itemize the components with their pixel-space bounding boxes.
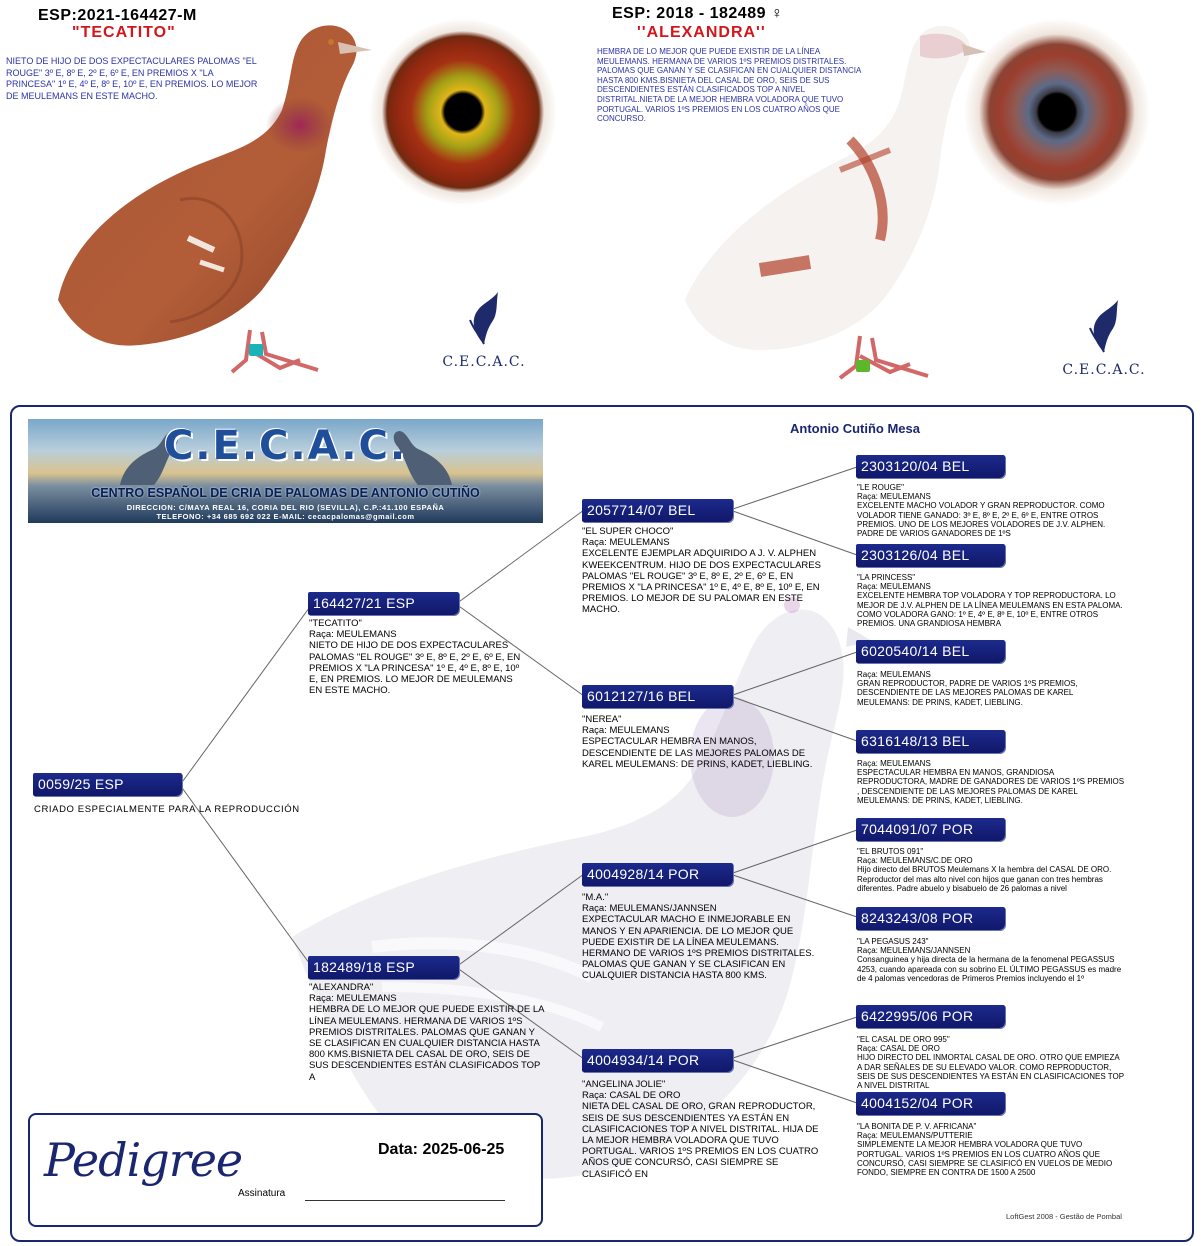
- ddd-name: "LA BONITA DE P. V. AFRICANA": [857, 1122, 977, 1131]
- dsd-ring-badge: 8243243/08 POR: [856, 907, 1005, 930]
- dds-info: [857, 1035, 1125, 1090]
- pigeon-photo-right: [590, 0, 1010, 398]
- sd-info: [582, 714, 822, 770]
- dd-race: Raça: CASAL DE ORO: [582, 1090, 681, 1102]
- pedigree-footer-box: [28, 1113, 543, 1227]
- ss-info: [582, 526, 822, 616]
- subject-ring-badge: 0059/25 ESP: [33, 773, 182, 796]
- sdd-description: ESPECTACULAR HEMBRA EN MANOS, GRANDIOSA REPRODUCTORA, MADRE DE GANADORES DE VARIOS 1ºS PREMIOS , DESCENDIENTE DE LAS MEJORES PALOMAS DE KAREL MEULEMANS: DE PRINS, KADET, LIEBLING.: [857, 768, 1125, 805]
- logo-text-left: C.E.C.A.C.: [442, 354, 526, 370]
- photo-panel-left: [0, 0, 590, 398]
- dd-ring-badge: 4004934/14 POR: [582, 1049, 733, 1072]
- signature-line[interactable]: [305, 1199, 505, 1201]
- dds-ring-badge: 6422995/06 POR: [856, 1005, 1005, 1028]
- sds-race: Raça: MEULEMANS: [857, 670, 931, 679]
- ds-race: Raça: MEULEMANS/JANNSEN: [582, 903, 717, 915]
- sdd-ring-badge: 6316148/13 BEL: [856, 730, 1005, 753]
- sss-race: Raça: MEULEMANS: [857, 492, 931, 502]
- sdd-info: [857, 759, 1125, 805]
- dss-name: "EL BRUTOS 091": [857, 847, 924, 856]
- banner-title: C.E.C.A.C.: [163, 423, 408, 469]
- logo-text-right: C.E.C.A.C.: [1062, 362, 1146, 378]
- sd-ring-badge: 6012127/16 BEL: [582, 685, 733, 708]
- eye-photo-right: [965, 20, 1149, 204]
- sd-name: "NEREA": [582, 714, 622, 725]
- dds-name: "EL CASAL DE ORO 995": [857, 1035, 950, 1044]
- subject-description: CRIADO ESPECIALMENTE PARA LA REPRODUCCIÓN: [34, 804, 300, 815]
- sd-race: Raça: MEULEMANS: [582, 725, 670, 737]
- ds-ring-badge: 4004928/14 POR: [582, 863, 733, 886]
- dd-name: "ANGELINA JOLIE": [582, 1079, 666, 1090]
- sire-name: "TECATITO": [309, 618, 362, 629]
- pedigree-frame: [10, 405, 1194, 1242]
- dss-info: [857, 847, 1125, 893]
- ddd-info: [857, 1122, 1125, 1177]
- sss-info: [857, 483, 1125, 538]
- ds-info: [582, 892, 822, 982]
- sd-description: ESPECTACULAR HEMBRA EN MANOS, DESCENDIENTE DE LAS MEJORES PALOMAS DE KAREL MEULEMANS: DE PRINS, KADET, LIEBLING.: [582, 736, 813, 770]
- dsd-name: "LA PEGASUS 243": [857, 937, 929, 946]
- cecac-banner: [28, 419, 543, 523]
- dss-race: Raça: MEULEMANS/C.DE ORO: [857, 856, 973, 866]
- ring-id-left: ESP:2021-164427-M: [38, 7, 197, 24]
- dam-info: [309, 982, 545, 1083]
- banner-address: DIRECCION: C/MAYA REAL 16, CORIA DEL RIO (SEVILLA), C.P.:41.100 ESPAÑA: [126, 503, 445, 512]
- ds-description: EXPECTACULAR MACHO E INMEJORABLE EN MANOS Y EN APARIENCIA. DE LO MEJOR QUE PUEDE EXISTIR DE LA LÍNEA MEULEMANS. HERMANO DE VARIOS 1ºS PREMIOS DISTRITALES. PALOMAS QUE GANAN Y SE CLASIFICAN EN CUALQUIER DISTANCIA HASTA 800 KMS.: [582, 914, 815, 982]
- sss-ring-badge: 2303120/04 BEL: [856, 455, 1005, 478]
- ssd-name: "LA PRINCESS": [857, 573, 916, 582]
- ddd-race: Raça: MEULEMANS/PUTTERIE: [857, 1131, 973, 1141]
- sss-name: "LE ROUGE": [857, 483, 905, 492]
- ddd-description: SIMPLEMENTE LA MEJOR HEMBRA VOLADORA QUE TUVO PORTUGAL. VARIOS 1ºS PREMIOS EN LOS CUATRO AÑOS QUE CONCURSÓ, CASI SIEMPRE SE CLASIFICÓ EN VUELOS DE MEDIO FONDO, SIEMPRE EN CONTRA DE 1500 A 2500: [857, 1140, 1113, 1178]
- sds-description: GRAN REPRODUCTOR, PADRE DE VARIOS 1ºS PREMIOS, DESCENDIENTE DE LAS MEJORES PALOMAS DE KAREL MEULEMANS: DE PRINS, KADET, LIEBLING.: [857, 679, 1078, 707]
- dove-icon: [464, 290, 504, 346]
- dam-name: "ALEXANDRA": [309, 982, 374, 993]
- sire-ring-badge: 164427/21 ESP: [308, 592, 459, 615]
- dsd-race: Raça: MEULEMANS/JANNSEN: [857, 946, 971, 956]
- dam-description: HEMBRA DE LO MEJOR QUE PUEDE EXISTIR DE LA LÍNEA MEULEMANS. HERMANA DE VARIOS 1ºS PREMIOS DISTRITALES. PALOMAS QUE GANAN Y SE CLASIFICAN EN CUALQUIER DISTANCIA HASTA 800 KMS.BISNIETA DEL CASAL DE ORO, SEIS DE SUS DESCENDIENTES ESTÁN CLASIFICADOS TOP A: [309, 1004, 544, 1083]
- software-credits: LoftGest 2008 - Gestão de Pombal: [1006, 1212, 1122, 1221]
- ssd-race: Raça: MEULEMANS: [857, 582, 931, 592]
- dss-ring-badge: 7044091/07 POR: [856, 818, 1005, 841]
- pedigree-date: Data: 2025-06-25: [378, 1141, 505, 1158]
- bird-name-right: ''ALEXANDRA'': [637, 24, 766, 41]
- banner-subtitle: CENTRO ESPAÑOL DE CRIA DE PALOMAS DE ANTONIO CUTIÑO: [91, 486, 480, 500]
- ss-race: Raça: MEULEMANS: [582, 537, 670, 549]
- sds-ring-badge: 6020540/14 BEL: [856, 640, 1005, 663]
- owner-name: Antonio Cutiño Mesa: [790, 421, 920, 436]
- description-left: NIETO DE HIJO DE DOS EXPECTACULARES PALOMAS "EL ROUGE" 3º E, 8º E, 2º E, 6º E, EN PREMIOS X "LA PRINCESA" 1º E, 4º E, 8º E, 10º E, EN PREMIOS. LO MEJOR DE MEULEMANS EN ESTE MACHO.: [6, 56, 258, 101]
- ss-description: EXCELENTE EJEMPLAR ADQUIRIDO A J. V. ALPHEN KWEEKCENTRUM. HIJO DE DOS EXPECTACULARES PALOMAS "EL ROUGE" 3º E, 8º E, 2º E, 6º E, EN PREMIOS X "LA PRINCESA" 1º E, 4º E, 8º E, 10º E, EN PREMIOS. LO MEJOR DE SU PALOMAR EN ESTE MACHO.: [582, 548, 821, 616]
- bird-name-left: "TECATITO": [72, 24, 176, 41]
- pedigree-script-title: Pedigree: [44, 1133, 243, 1187]
- ddd-ring-badge: 4004152/04 POR: [856, 1092, 1005, 1115]
- cecac-logo-left: [438, 290, 530, 370]
- dam-ring-badge: 182489/18 ESP: [308, 956, 459, 979]
- photo-panel-right: [590, 0, 1204, 398]
- sds-info: [857, 670, 1125, 707]
- dds-description: HIJO DIRECTO DEL INMORTAL CASAL DE ORO. OTRO QUE EMPIEZA A DAR SEÑALES DE SU ELEVADO VALOR. COMO REPRODUCTOR, SEIS DE SUS DESCENDIENTES YA ESTÁN EN CLASIFICACIONES TOP A NIVEL DISTRITAL: [857, 1053, 1124, 1091]
- banner-contact: TELEFONO: +34 685 692 022 E-MAIL: cecacpalomas@gmail.com: [156, 512, 415, 521]
- ss-ring-badge: 2057714/07 BEL: [582, 499, 733, 522]
- sdd-race: Raça: MEULEMANS: [857, 759, 931, 768]
- dam-race: Raça: MEULEMANS: [309, 993, 397, 1005]
- dove-icon: [1084, 298, 1124, 354]
- dss-description: Hijo directo del BRUTOS Meulemans X la hembra del CASAL DE ORO. Reproductor del mas alto nivel con hijos que ganan con tres hembras diferentes. Padre abuelo y bisabuelo de 26 palomas a nivel: [857, 865, 1112, 893]
- ring-id-right: ESP: 2018 - 182489 ♀: [612, 5, 784, 22]
- signature-label: Assinatura: [238, 1188, 286, 1199]
- ds-name: "M.A.": [582, 892, 609, 903]
- dsd-description: Consanguinea y hija directa de la hermana de la fenomenal PEGASSUS 4253, cuando apareada con su sobrino EL ÚLTIMO PEGASSUS es madre de 4 palomas vencedoras de Primeros Premios incluyendo el 1º: [857, 955, 1122, 983]
- dd-description: NIETA DEL CASAL DE ORO, GRAN REPRODUCTOR, SEIS DE SUS DESCENDIENTES YA ESTÁN EN CLASIFICACIONES TOP A NIVEL DISTRITAL. HIJA DE LA MEJOR HEMBRA VOLADORA QUE TUVO PORTUGAL. VARIOS 1ºS PREMIOS EN LOS CUATRO AÑOS QUE CONCURSÓ, CASI SIEMPRE SE CLASIFICÓ EN: [582, 1101, 819, 1180]
- sss-description: EXCELENTE MACHO VOLADOR Y GRAN REPRODUCTOR. COMO VOLADOR TIENE GANADO: 3º E, 8º E, 2º E, 6º E, ENTRE OTROS PREMIOS. UNO DE LOS MEJORES VOLADORES DE J.V. ALPHEN. PADRE DE VARIOS GANADORES DE 1ºS: [857, 501, 1106, 539]
- sire-info: [309, 618, 521, 696]
- sire-race: Raça: MEULEMANS: [309, 629, 397, 641]
- description-right: HEMBRA DE LO MEJOR QUE PUEDE EXISTIR DE LA LÍNEA MEULEMANS. HERMANA DE VARIOS 1ºS PREMIOS DISTRITALES. PALOMAS QUE GANAN Y SE CLASIFICAN EN CUALQUIER DISTANCIA HASTA 800 KMS.BISNIETA DEL CASAL DE ORO, SEIS DE SUS DESCENDIENTES ESTÁN CLASIFICADOS TOP A NIVEL DISTRITAL.NIETA DE LA MEJOR HEMBRA VOLADORA QUE TUVO PORTUGAL. VARIOS 1ºS PREMIOS EN LOS CUATRO AÑOS QUE CONCURSO.: [597, 47, 861, 124]
- cecac-logo-right: [1058, 298, 1150, 378]
- eye-photo-left: [370, 20, 556, 204]
- ss-name: "EL SUPER CHOCO": [582, 526, 674, 537]
- sire-description: NIETO DE HIJO DE DOS EXPECTACULARES PALOMAS "EL ROUGE" 3º E, 8º E, 2º E, 6º E, EN PREMIOS X "LA PRINCESA" 1º E, 4º E, 8º E, 10º E, EN PREMIOS. LO MEJOR DE MEULEMANS EN ESTE MACHO.: [309, 640, 521, 697]
- pigeon-photo-left: [0, 0, 420, 398]
- ssd-info: [857, 573, 1125, 628]
- dds-race: Raça: CASAL DE ORO: [857, 1044, 940, 1054]
- dd-info: [582, 1079, 822, 1180]
- ssd-description: EXCELENTE HEMBRA TOP VOLADORA Y TOP REPRODUCTORA. LO MEJOR DE J.V. ALPHEN DE LA LÍNEA MEULEMANS EN ESTA PALOMA. COMO VOLADORA GANO: 1º E, 4º E, 8º E, 10º E, ENTRE OTROS PREMIOS. UNA GRANDIOSA HEMBRA: [857, 591, 1123, 629]
- ssd-ring-badge: 2303126/04 BEL: [856, 544, 1005, 567]
- dsd-info: [857, 937, 1125, 983]
